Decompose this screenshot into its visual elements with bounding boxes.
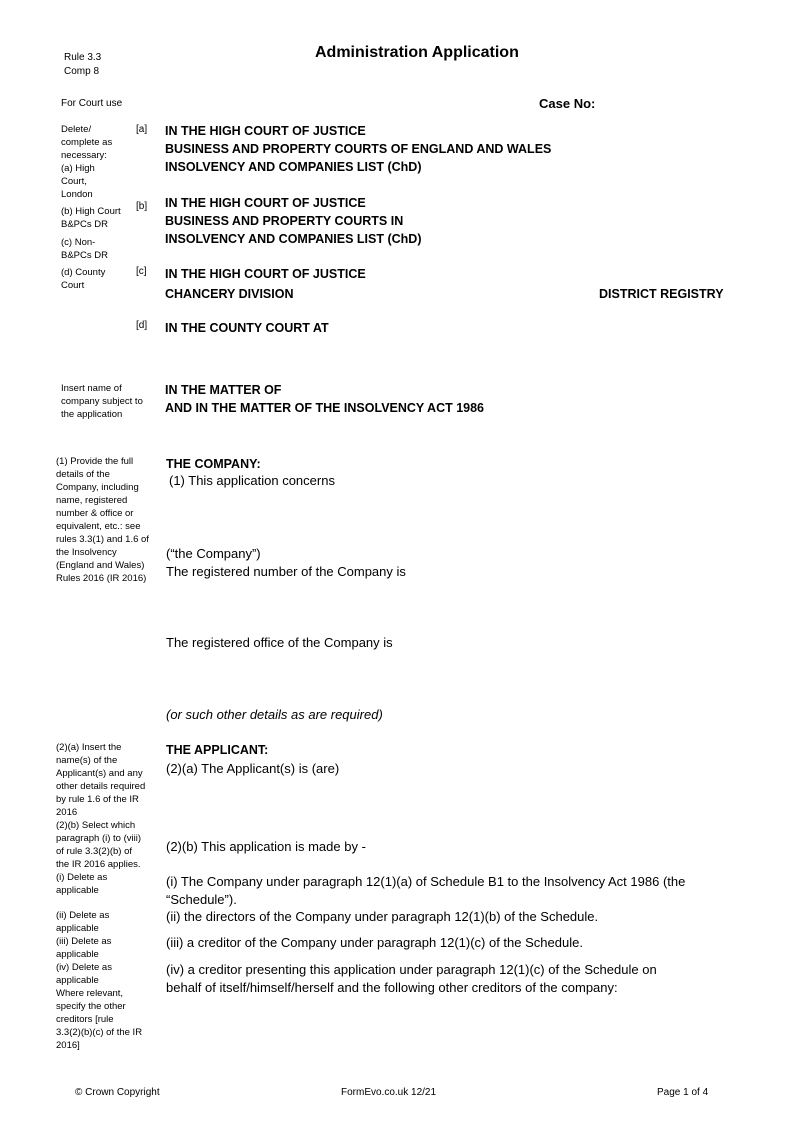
applicant-option-i: (i) The Company under paragraph 12(1)(a) of Schedule B1 to the Insolvency Act 1986 (the “Schedule”). <box>166 874 686 907</box>
footer-page-number: Page 1 of 4 <box>657 1087 709 1098</box>
court-option-c: IN THE HIGH COURT OF JUSTICE CHANCERY DIVISION <box>165 267 366 301</box>
company-reg-number: The registered number of the Company is <box>166 564 406 579</box>
margin-note-c: (c) Non- B&PCs DR <box>61 237 108 261</box>
margin-note-delete-complete: Delete/ complete as necessary: (a) High Court, London <box>61 124 113 200</box>
margin-note-company: (1) Provide the full details of the Company, including name, registered number & office or equivalent, etc.: see rules 3.3(1) and 1.6 of the Insolvency (England and Wales) Rules 2016 (IR 2016) <box>56 456 149 584</box>
rule-number: Rule 3.3 <box>64 52 102 63</box>
court-mark-a: [a] <box>136 124 148 135</box>
margin-note-applicant: (2)(a) Insert the name(s) of the Applicant(s) and any other details required by rule 1.6 of the IR 2016 (2)(b) Select which paragraph (i) to (viii) of rule 3.3(2)(b) of the IR 2016 applies. (i) Delete as applicable <box>56 742 146 896</box>
court-option-a: IN THE HIGH COURT OF JUSTICE BUSINESS AND PROPERTY COURTS OF ENGLAND AND WALES INSOLVENCY AND COMPANIES LIST (ChD) <box>165 124 552 174</box>
page-title: Administration Application <box>315 44 519 61</box>
footer-copyright: © Crown Copyright <box>75 1087 160 1098</box>
applicant-heading: THE APPLICANT: <box>166 743 269 757</box>
applicant-is-are: (2)(a) The Applicant(s) is (are) <box>166 761 340 776</box>
margin-note-d: (d) County Court <box>61 267 106 291</box>
margin-note-b: (b) High Court B&PCs DR <box>61 206 121 230</box>
court-option-b: IN THE HIGH COURT OF JUSTICE BUSINESS AND PROPERTY COURTS IN INSOLVENCY AND COMPANIES LIST (ChD) <box>165 196 422 246</box>
court-mark-c: [c] <box>136 266 147 277</box>
comp-number: Comp 8 <box>64 66 100 77</box>
applicant-made-by: (2)(b) This application is made by - <box>166 839 366 854</box>
matter-heading: IN THE MATTER OF AND IN THE MATTER OF THE INSOLVENCY ACT 1986 <box>165 383 485 415</box>
company-reg-office: The registered office of the Company is <box>166 635 393 650</box>
company-defined-term: (“the Company”) <box>166 546 261 561</box>
margin-note-ii-iv: (ii) Delete as applicable (iii) Delete as applicable (iv) Delete as applicable Where relevant, specify the other creditors [rule 3.3(2)(b)(c) of the IR 2016] <box>56 910 143 1051</box>
company-heading: THE COMPANY: <box>166 457 261 471</box>
applicant-option-iii: (iii) a creditor of the Company under paragraph 12(1)(c) of the Schedule. <box>166 935 583 950</box>
company-concerns: (1) This application concerns <box>169 473 335 488</box>
applicant-option-iv: (iv) a creditor presenting this application under paragraph 12(1)(c) of the Schedule on behalf of itself/himself/herself and the following other creditors of the company: <box>166 962 657 995</box>
margin-note-insert-name: Insert name of company subject to the application <box>61 383 143 420</box>
for-court-use-label: For Court use <box>61 98 123 109</box>
case-no-label: Case No: <box>539 96 596 111</box>
company-other-details: (or such other details as are required) <box>166 707 383 722</box>
court-option-d: IN THE COUNTY COURT AT <box>165 321 329 335</box>
footer-source: FormEvo.co.uk 12/21 <box>341 1087 437 1098</box>
applicant-option-ii: (ii) the directors of the Company under paragraph 12(1)(b) of the Schedule. <box>166 909 599 924</box>
court-mark-b: [b] <box>136 201 148 212</box>
district-registry-label: DISTRICT REGISTRY <box>599 287 724 301</box>
court-mark-d: [d] <box>136 320 148 331</box>
